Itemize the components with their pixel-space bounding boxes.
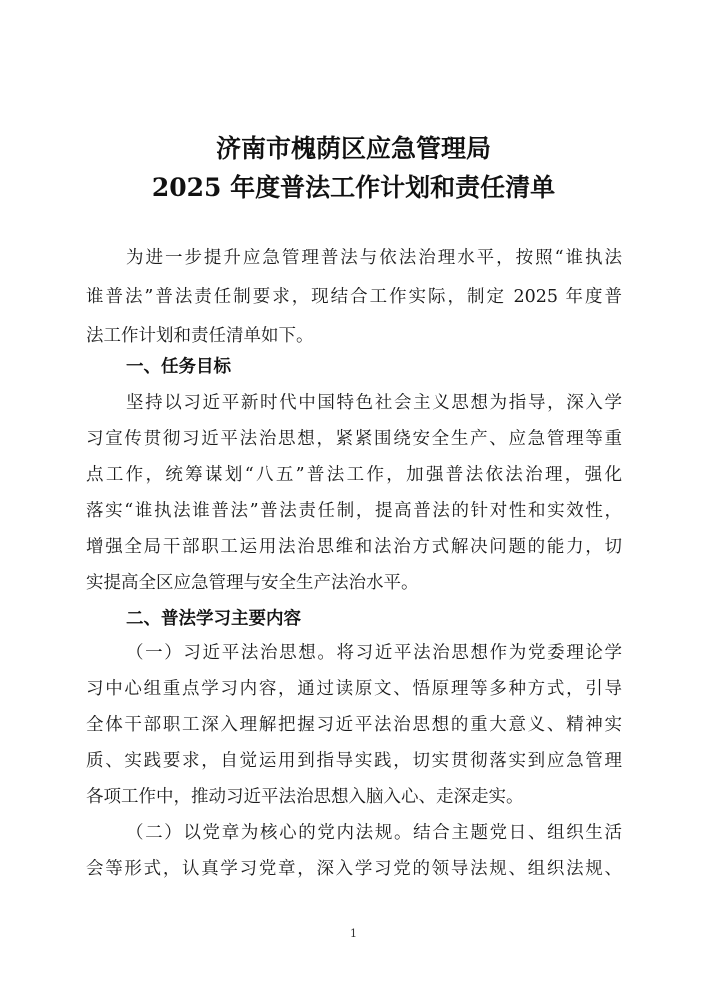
section-2-heading: 二、普法学习主要内容 bbox=[126, 609, 301, 629]
paragraph-line: 质、实践要求，自觉运用到指导实践，切实贯彻落实到应急管理 bbox=[86, 751, 622, 771]
document-title-line-1: 济南市槐荫区应急管理局 bbox=[215, 134, 491, 163]
paragraph-line: 坚持以习近平新时代中国特色社会主义思想为指导，深入学 bbox=[126, 393, 622, 413]
paragraph-line: （二）以党章为核心的党内法规。结合主题党日、组织生活 bbox=[126, 823, 622, 843]
paragraph-line: 各项工作中，推动习近平法治思想入脑入心、走深走实。 bbox=[86, 787, 524, 807]
paragraph-line: 实提高全区应急管理与安全生产法治水平。 bbox=[86, 573, 419, 593]
paragraph-line: 全体干部职工深入理解把握习近平法治思想的重大意义、精神实 bbox=[86, 715, 622, 735]
paragraph-line: （一）习近平法治思想。将习近平法治思想作为党委理论学 bbox=[126, 643, 622, 663]
paragraph-line: 会等形式，认真学习党章，深入学习党的领导法规、组织法规、 bbox=[86, 859, 622, 879]
paragraph-line: 落实“谁执法谁普法”普法责任制，提高普法的针对性和实效性， bbox=[86, 501, 622, 521]
page-number: 1 bbox=[350, 927, 357, 940]
paragraph-line: 点工作，统筹谋划“八五”普法工作，加强普法依法治理，强化 bbox=[86, 465, 622, 485]
paragraph-line: 习宣传贯彻习近平法治思想，紧紧围绕安全生产、应急管理等重 bbox=[86, 429, 622, 449]
intro-line: 谁普法”普法责任制要求，现结合工作实际，制定 2025 年度普 bbox=[86, 287, 622, 307]
intro-line: 法工作计划和责任清单如下。 bbox=[86, 326, 314, 346]
document-title-line-2: 2025 年度普法工作计划和责任清单 bbox=[151, 173, 556, 202]
paragraph-line: 习中心组重点学习内容，通过读原文、悟原理等多种方式，引导 bbox=[86, 679, 622, 699]
section-1-heading: 一、任务目标 bbox=[126, 357, 231, 377]
intro-line: 为进一步提升应急管理普法与依法治理水平，按照“谁执法 bbox=[126, 248, 622, 268]
paragraph-line: 增强全局干部职工运用法治思维和法治方式解决问题的能力，切 bbox=[86, 537, 622, 557]
